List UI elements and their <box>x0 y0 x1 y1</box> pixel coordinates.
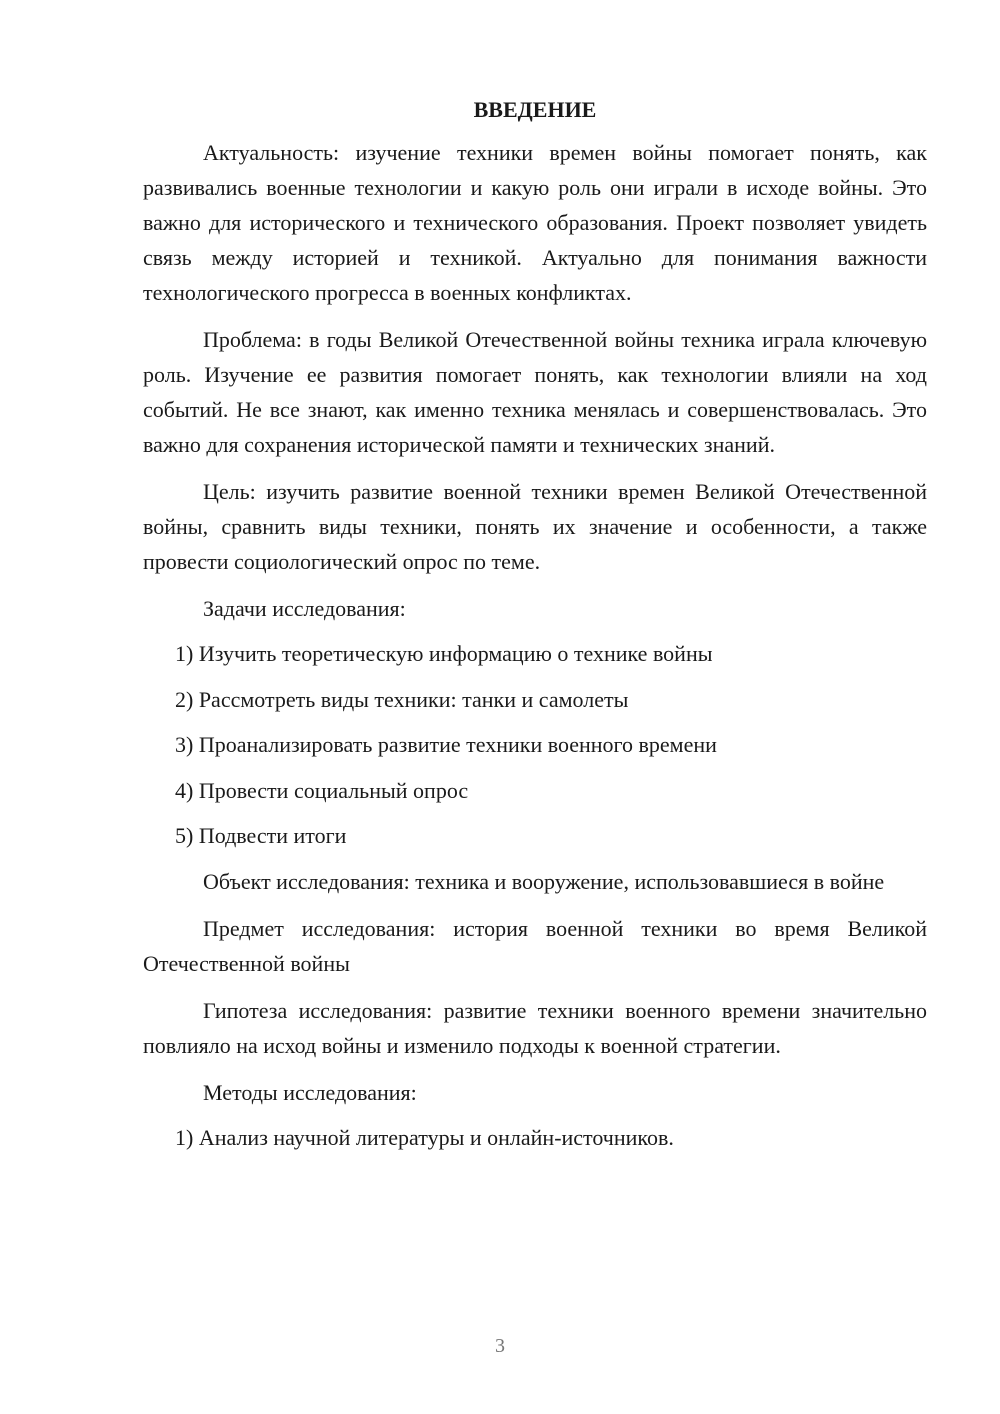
page-title: ВВЕДЕНИЕ <box>473 97 597 122</box>
list-item: 3) Проанализировать развитие техники военного времени <box>175 732 717 757</box>
page-number: 3 <box>495 1335 505 1357</box>
methods-list <box>143 1120 927 1155</box>
paragraph-subject: Предмет исследования: история военной техники во время Великой Отечественной войны <box>143 915 927 976</box>
list-item: 4) Провести социальный опрос <box>175 777 469 803</box>
list-item: 5) Подвести итоги <box>175 823 347 848</box>
document-page <box>143 92 927 1165</box>
paragraph-hypothesis: Гипотеза исследования: развитие техники военного времени значительно повлияло на исход войны и изменило подходы к военной стратегии. <box>143 997 927 1058</box>
paragraph-problem: Проблема: в годы Великой Отечественной войны техника играла ключевую роль. Изучение ее развития помогает понять, как технологии влияли на ход событий. Не все знают, как именно техника менялась и совершенствовалась. Это важно для сохранения исторической памяти и технических знаний. <box>143 327 927 457</box>
methods-heading: Методы исследования: <box>203 1079 417 1105</box>
paragraph-object: Объект исследования: техника и вооружение, использовавшиеся в войне <box>203 868 885 894</box>
list-item: 1) Анализ научной литературы и онлайн-источников. <box>175 1124 674 1150</box>
list-item: 1) Изучить теоретическую информацию о технике войны <box>175 641 713 666</box>
tasks-heading: Задачи исследования: <box>203 596 406 621</box>
list-item: 2) Рассмотреть виды техники: танки и самолеты <box>175 686 629 712</box>
tasks-list <box>143 636 927 853</box>
paragraph-relevance: Актуальность: изучение техники времен войны помогает понять, как развивались военные технологии и какую роль они играли в исходе войны. Это важно для исторического и технического образования. Проект позволяет увидеть связь между историей и техникой. Актуально для понимания важности технологического прогресса в военных конфликтах. <box>143 140 927 305</box>
paragraph-goal: Цель: изучить развитие военной техники времен Великой Отечественной войны, сравнить виды техники, понять их значение и особенности, а также провести социологический опрос по теме. <box>143 479 927 574</box>
